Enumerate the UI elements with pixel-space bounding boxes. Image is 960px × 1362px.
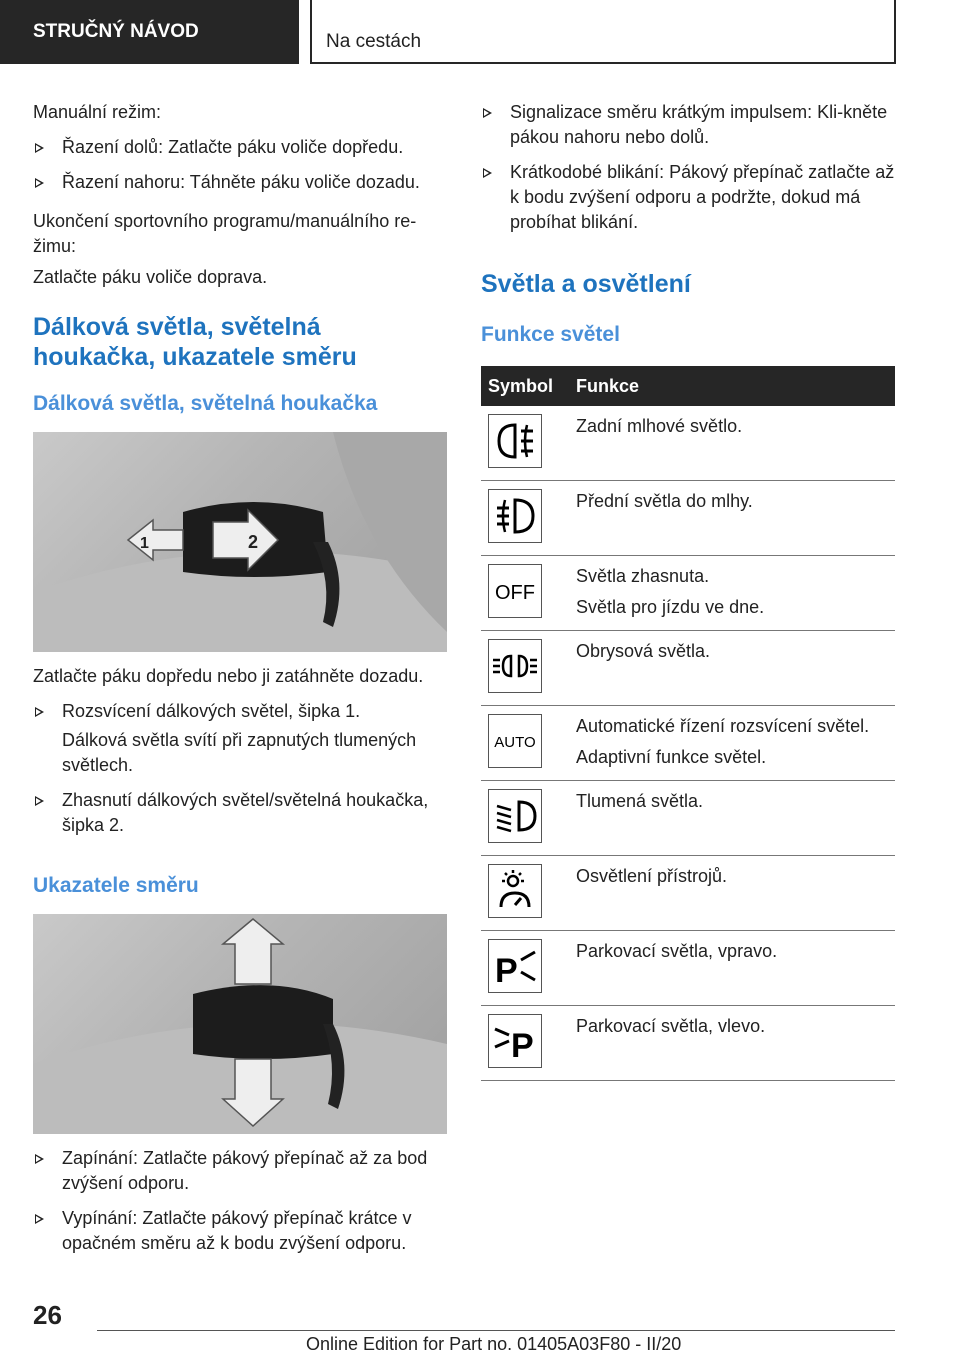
front-fog-light-icon [488, 489, 542, 543]
list-item: Krátkodobé blikání: Pákový přepínač zatlačte až k bodu zvýšení odporu a podržte, dokud má probíhat blikání. [481, 160, 895, 235]
parking-light-left-icon [488, 1014, 542, 1068]
svg-text:P: P [495, 952, 518, 990]
arrow-label-2: 2 [248, 532, 259, 552]
list-item: Zapínání: Zatlačte pákový přepínač až za bod zvýšení odporu. [33, 1146, 447, 1196]
svg-text:P: P [511, 1027, 534, 1065]
list-item: Signalizace směru krátkým impulsem: Kli-kněte pákou nahoru nebo dolů. [481, 100, 895, 150]
subsection-heading: Ukazatele směru [33, 874, 199, 897]
list-item: Zhasnutí dálkových světel/světelná houkačka, šipka 2. [33, 788, 447, 838]
bullet-triangle-icon [483, 108, 492, 118]
bullet-triangle-icon [483, 168, 492, 178]
left-column [33, 100, 447, 1266]
bullet-triangle-icon [35, 178, 44, 188]
table-row: AUTO Automatické řízení rozsvícení světel. Adaptivní funkce světel. [481, 706, 895, 781]
section-heading: Světla a osvětlení [481, 270, 691, 298]
svg-text:OFF: OFF [495, 582, 535, 604]
section-heading: Dálková světla, světelná houkačka, ukazatele směru [33, 313, 357, 371]
list-item: Vypínání: Zatlačte pákový přepínač krátce v opačném směru až k bodu zvýšení odporu. [33, 1206, 447, 1256]
list-item: Řazení nahoru: Táhněte páku voliče dozadu. [33, 170, 447, 195]
table-row: Zadní mlhové světlo. [481, 406, 895, 481]
table-row: Osvětlení přístrojů. [481, 856, 895, 931]
table-row: Tlumená světla. [481, 781, 895, 856]
arrow-label-1: 1 [140, 535, 149, 552]
table-header [481, 366, 895, 406]
list-note: Dálková světla svítí při zapnutých tlumených světlech. [62, 730, 417, 775]
table-row: Obrysová světla. [481, 631, 895, 706]
parking-light-right-icon [488, 939, 542, 993]
column-header-function: Funkce [576, 375, 640, 396]
lever-drawing [33, 432, 447, 652]
side-lights-icon [488, 639, 542, 693]
low-beam-icon [488, 789, 542, 843]
bullet-triangle-icon [35, 143, 44, 153]
list-item: Řazení dolů: Zatlačte páku voliče dopředu. [33, 135, 447, 160]
edition-footer: Online Edition for Part no. 01405A03F80 - II/20 [306, 1334, 682, 1354]
table-row: Přední světla do mlhy. [481, 481, 895, 556]
bullet-triangle-icon [35, 1154, 44, 1164]
bullet-triangle-icon [35, 796, 44, 806]
table-row: P Parkovací světla, vpravo. [481, 931, 895, 1006]
end-sport-text: Ukončení sportovního programu/manuálního re-žimu: [33, 211, 417, 256]
page-number: 26 [33, 1300, 62, 1330]
header-chapter-tab: Na cestách [310, 0, 896, 64]
lever-drawing [33, 914, 447, 1134]
bullet-triangle-icon [35, 707, 44, 717]
subsection-heading: Dálková světla, světelná houkačka [33, 392, 378, 415]
auto-lights-icon [488, 714, 542, 768]
turn-signal-lever-illustration [33, 914, 447, 1134]
right-column [481, 100, 895, 1081]
footer-divider [97, 1330, 895, 1331]
off-icon [488, 564, 542, 618]
subsection-heading: Funkce světel [481, 323, 620, 346]
manual-intro: Manuální režim: [33, 102, 162, 122]
svg-text:AUTO: AUTO [494, 734, 536, 751]
instrument-lighting-icon [488, 864, 542, 918]
end-sport-action: Zatlačte páku voliče doprava. [33, 267, 268, 287]
header-section-tab: STRUČNÝ NÁVOD [0, 0, 299, 64]
column-header-symbol: Symbol [488, 375, 554, 396]
table-row: OFF Světla zhasnuta. Světla pro jízdu ve dne. [481, 556, 895, 631]
lever-instruction: Zatlačte páku dopředu nebo ji zatáhněte dozadu. [33, 666, 424, 686]
table-row: P Parkovací světla, vlevo. [481, 1006, 895, 1081]
list-item: Rozsvícení dálkových světel, šipka 1. [33, 699, 447, 724]
high-beam-lever-illustration [33, 432, 447, 652]
bullet-triangle-icon [35, 1214, 44, 1224]
light-functions-table [481, 366, 895, 1081]
rear-fog-light-icon [488, 414, 542, 468]
